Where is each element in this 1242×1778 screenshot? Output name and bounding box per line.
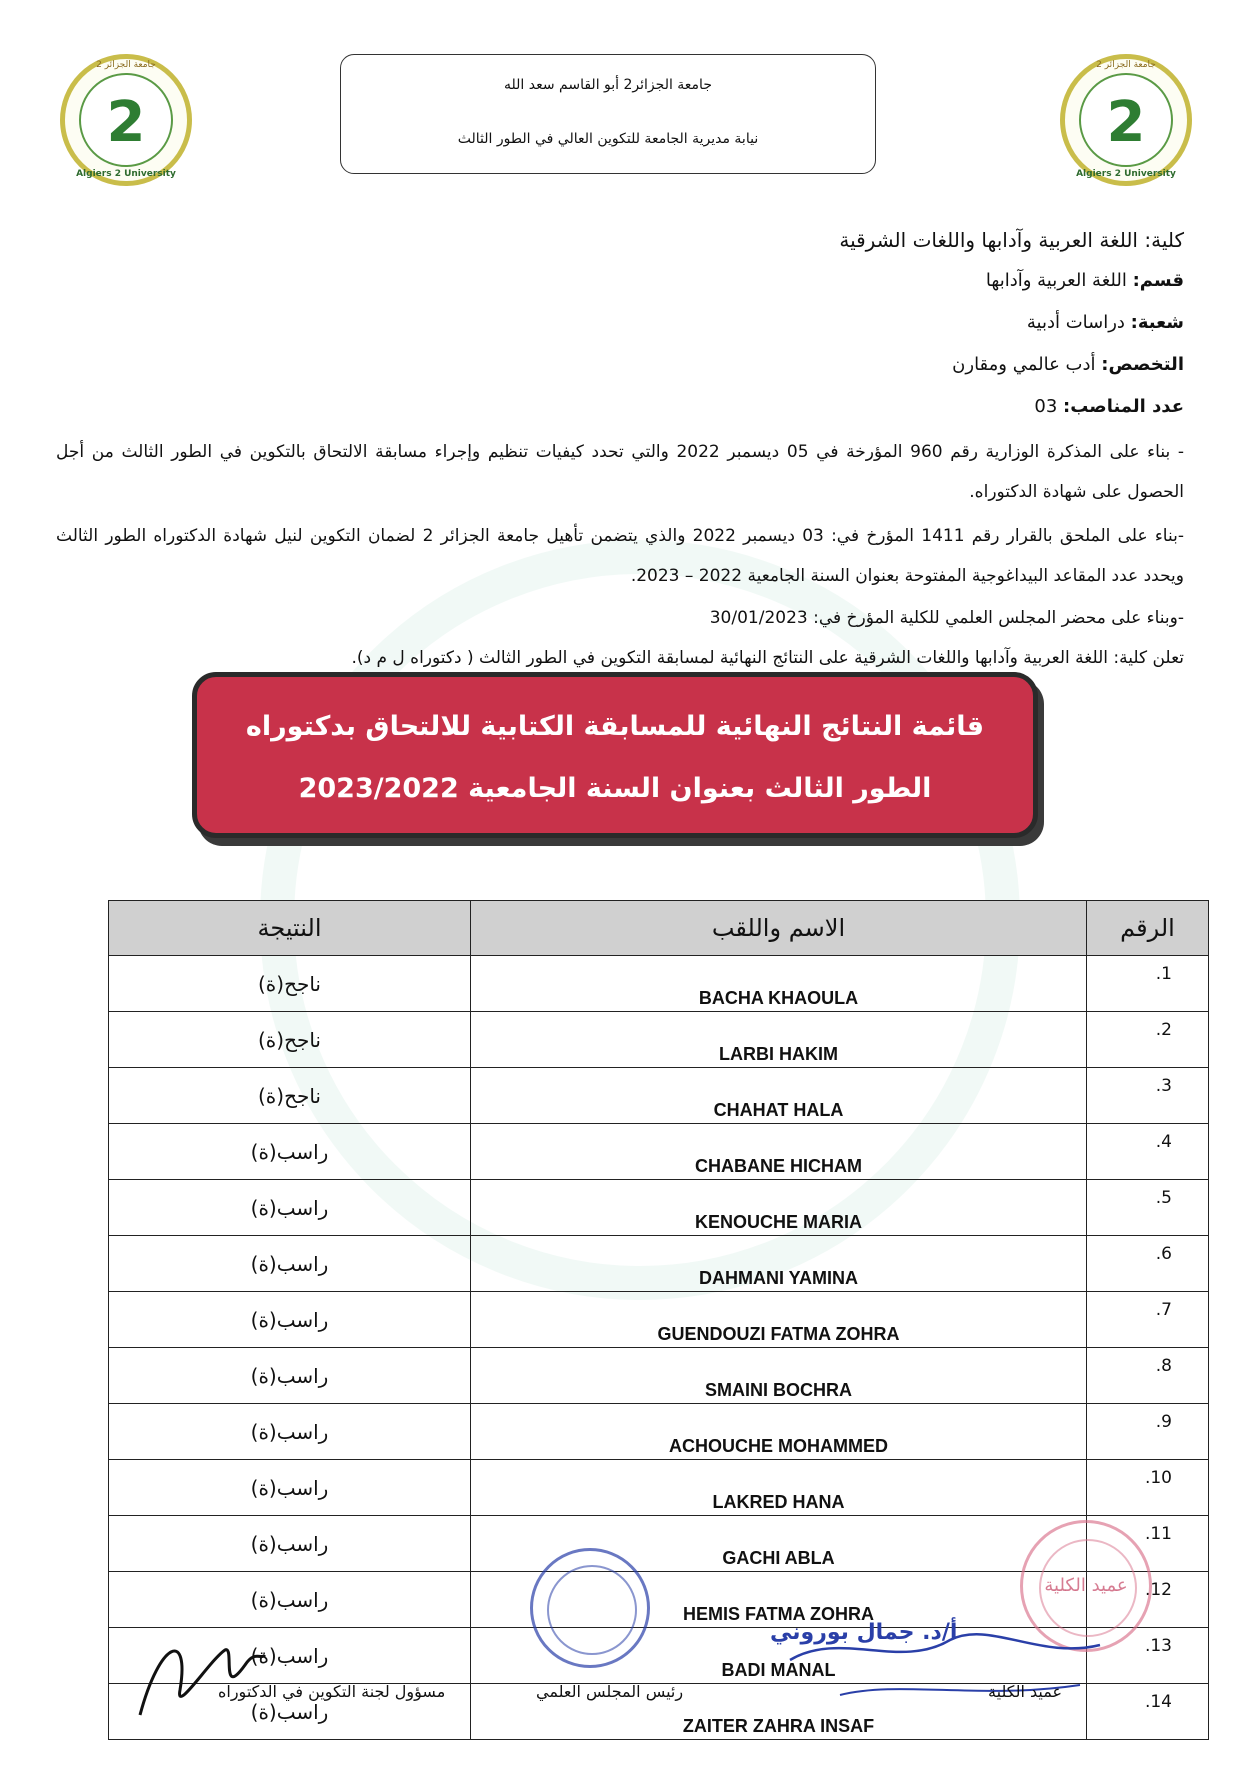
candidate-result: راسب(ة) [109,1180,471,1236]
row-number: 5. [1087,1180,1209,1236]
candidate-name: ACHOUCHE MOHAMMED [471,1404,1087,1460]
banner-title-line2: الطور الثالث بعنوان السنة الجامعية 2023/2022 [298,773,932,804]
candidate-name: CHAHAT HALA [471,1068,1087,1124]
logo-english-caption: Algiers 2 University [1076,169,1176,179]
row-number: 8. [1087,1348,1209,1404]
column-header-number: الرقم [1087,901,1209,956]
candidate-result: ناجح(ة) [109,1068,471,1124]
logo-arabic-caption: جامعة الجزائر 2 [1096,60,1156,70]
table-row [109,956,1209,1012]
faculty-value: اللغة العربية وآدابها واللغات الشرقية [839,228,1138,252]
candidate-name: BACHA KHAOULA [471,956,1087,1012]
row-number: 13. [1087,1628,1209,1684]
candidate-result: راسب(ة) [109,1460,471,1516]
candidate-name: KENOUCHE MARIA [471,1180,1087,1236]
footer-committee-label: مسؤول لجنة التكوين في الدكتوراه [218,1682,446,1701]
branch-value: دراسات أدبية [1026,312,1125,333]
paragraph-announcement: تعلن كلية: اللغة العربية وآدابها واللغات الشرقية على النتائج النهائية لمسابقة التكوين في الطور الثالث ( دكتوراه ل م د). [351,648,1184,668]
council-stamp [530,1548,650,1668]
candidate-name: LARBI HAKIM [471,1012,1087,1068]
candidate-result: راسب(ة) [109,1292,471,1348]
candidate-result: ناجح(ة) [109,1012,471,1068]
branch-field [1027,312,1184,333]
column-header-result: النتيجة [109,901,471,956]
candidate-result: راسب(ة) [109,1124,471,1180]
candidate-result: راسب(ة) [109,1684,471,1740]
logo-mark: 2 [106,90,146,155]
faculty-field [839,228,1184,252]
department-field [986,270,1184,291]
paragraph-annex-decision: -بناء على الملحق بالقرار رقم 1411 المؤرخ في: 03 ديسمبر 2022 والذي يتضمن تأهيل جامعة الجزائر 2 لضمان التكوين لنيل شهادة الدكتوراه الطور الثالث ويحدد عدد المقاعد البيداغوجية المفتوحة بعنوان السنة الجامعية 2022 – 2023. [56,526,1184,586]
table-header-row [109,901,1209,956]
signature-name: أ/د. جمال بوروني [770,1620,958,1645]
paragraph-council-minutes: -وبناء على محضر المجلس العلمي للكلية المؤرخ في: 30/01/2023 [709,608,1184,628]
university-logo-left [60,54,192,186]
dean-stamp-text: عميد الكلية [1044,1575,1128,1596]
row-number: 12. [1087,1572,1209,1628]
candidate-result: راسب(ة) [109,1516,471,1572]
candidate-result: راسب(ة) [109,1236,471,1292]
candidate-name: DAHMANI YAMINA [471,1236,1087,1292]
banner-title-line1: قائمة النتائج النهائية للمسابقة الكتابية للالتحاق بدكتوراه [245,711,985,742]
row-number: 2. [1087,1012,1209,1068]
row-number: 14. [1087,1684,1209,1740]
candidate-name: GUENDOUZI FATMA ZOHRA [471,1292,1087,1348]
results-banner [192,672,1038,838]
department-label: قسم: [1132,270,1184,291]
header-directorate: نيابة مديرية الجامعة للتكوين العالي في الطور الثالث [457,131,759,147]
column-header-name: الاسم واللقب [471,901,1087,956]
table-row [109,1460,1209,1516]
positions-value: 03 [1034,396,1058,417]
candidate-result: راسب(ة) [109,1628,471,1684]
row-number: 1. [1087,956,1209,1012]
candidate-name: GACHI ABLA [471,1516,1087,1572]
candidate-name: ZAITER ZAHRA INSAF [471,1684,1087,1740]
candidate-result: راسب(ة) [109,1348,471,1404]
specialty-label: التخصص: [1101,354,1184,375]
logo-mark: 2 [1106,90,1146,155]
logo-english-caption: Algiers 2 University [76,169,176,179]
row-number: 3. [1087,1068,1209,1124]
department-value: اللغة العربية وآدابها [985,270,1127,291]
candidate-name: CHABANE HICHAM [471,1124,1087,1180]
positions-label: عدد المناصب: [1063,396,1184,417]
candidate-name: BADI MANAL [471,1628,1087,1684]
candidate-result: راسب(ة) [109,1572,471,1628]
footer-council-label: رئيس المجلس العلمي [536,1682,684,1701]
table-row [109,1404,1209,1460]
row-number: 9. [1087,1404,1209,1460]
logo-arabic-caption: جامعة الجزائر 2 [96,60,156,70]
specialty-value: أدب عالمي ومقارن [952,354,1096,375]
positions-field [1034,396,1184,417]
row-number: 6. [1087,1236,1209,1292]
university-logo-right [1060,54,1192,186]
table-row [109,1292,1209,1348]
row-number: 4. [1087,1124,1209,1180]
row-number: 10. [1087,1460,1209,1516]
candidate-name: HEMIS FATMA ZOHRA [471,1572,1087,1628]
table-row [109,1348,1209,1404]
table-row [109,1068,1209,1124]
candidate-name: LAKRED HANA [471,1460,1087,1516]
row-number: 11. [1087,1516,1209,1572]
specialty-field [952,354,1184,375]
table-row [109,1236,1209,1292]
faculty-label: كلية: [1144,228,1184,252]
branch-label: شعبة: [1130,312,1184,333]
row-number: 7. [1087,1292,1209,1348]
footer-dean-label: عميد الكلية [988,1682,1062,1701]
table-row [109,1124,1209,1180]
paragraph-ministerial-memo: - بناء على المذكرة الوزارية رقم 960 المؤرخة في 05 ديسمبر 2022 والتي تحدد كيفيات تنظيم وإجراء مسابقة الالتحاق بالتكوين في الطور الثالث من أجل الحصول على شهادة الدكتوراه. [56,442,1184,502]
table-row [109,1180,1209,1236]
header-university: جامعة الجزائر2 أبو القاسم سعد الله [504,77,712,93]
candidate-name: SMAINI BOCHRA [471,1348,1087,1404]
committee-signature [120,1620,270,1730]
header-box [340,54,876,174]
candidate-result: راسب(ة) [109,1404,471,1460]
table-row [109,1012,1209,1068]
candidate-result: ناجح(ة) [109,956,471,1012]
